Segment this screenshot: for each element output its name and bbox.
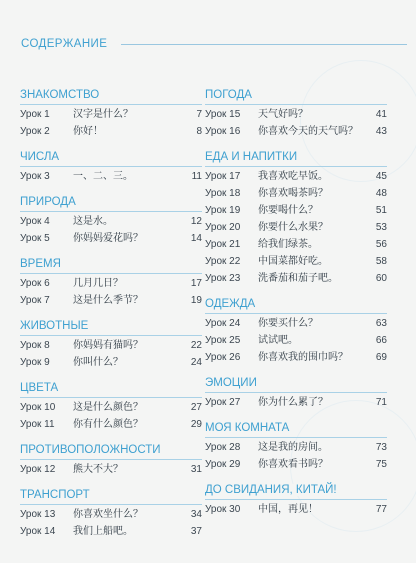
- toc-entry[interactable]: [205, 439, 387, 456]
- page-number: 11: [191, 171, 202, 182]
- page-number: 66: [375, 335, 387, 346]
- lesson-title: 你好！: [73, 126, 103, 137]
- page-number: 60: [375, 273, 387, 284]
- section-title: ТРАНСПОРТ: [20, 489, 94, 501]
- lesson-title: 我们上船吧。: [73, 526, 133, 537]
- section-title: ЭМОЦИИ: [205, 377, 261, 389]
- lesson-number: Урок 2: [20, 126, 50, 137]
- page-number: 73: [375, 442, 387, 453]
- lesson-title: 你要喝什么？: [258, 205, 318, 216]
- lesson-number: Урок 20: [205, 222, 241, 233]
- lesson-title: 几月几日？: [73, 278, 123, 289]
- toc-entry[interactable]: [205, 202, 387, 219]
- toc-section: [205, 89, 387, 140]
- toc-entry[interactable]: [205, 123, 387, 140]
- page-number: 58: [375, 256, 387, 267]
- toc-section: [20, 382, 202, 433]
- lesson-title: 这是我的房间。: [258, 442, 328, 453]
- section-divider: [20, 211, 202, 212]
- toc-entry[interactable]: [205, 253, 387, 270]
- section-heading: [20, 196, 202, 211]
- section-heading: [20, 489, 202, 504]
- section-title: ДО СВИДАНИЯ, КИТАЙ!: [205, 484, 341, 496]
- lesson-number: Урок 8: [20, 340, 50, 351]
- page-number: 75: [375, 459, 387, 470]
- lesson-number: Урок 16: [205, 126, 241, 137]
- toc-entry[interactable]: [20, 506, 202, 523]
- lesson-number: Урок 29: [205, 459, 241, 470]
- toc-entry[interactable]: [20, 123, 202, 140]
- toc-entry[interactable]: [205, 106, 387, 123]
- lesson-number: Урок 13: [20, 509, 56, 520]
- section-title: ПРИРОДА: [20, 196, 80, 208]
- lesson-number: Урок 28: [205, 442, 241, 453]
- toc-section: [205, 484, 387, 518]
- section-divider: [205, 166, 387, 167]
- section-divider: [20, 504, 202, 505]
- page-number: 19: [190, 295, 202, 306]
- toc-entry[interactable]: [20, 292, 202, 309]
- lesson-number: Урок 10: [20, 402, 56, 413]
- section-heading: [20, 89, 202, 104]
- lesson-number: Урок 24: [205, 318, 241, 329]
- toc-section: [20, 151, 202, 185]
- lesson-number: Урок 4: [20, 216, 50, 227]
- toc-entry[interactable]: [205, 349, 387, 366]
- lesson-number: Урок 26: [205, 352, 241, 363]
- toc-entry[interactable]: [20, 416, 202, 433]
- lesson-number: Урок 27: [205, 397, 241, 408]
- toc-entry[interactable]: [205, 185, 387, 202]
- page-number: 17: [190, 278, 202, 289]
- section-title: ЖИВОТНЫЕ: [20, 320, 92, 332]
- page-number: 69: [375, 352, 387, 363]
- toc-entry[interactable]: [20, 354, 202, 371]
- lesson-title: 这是什么季节？: [73, 295, 143, 306]
- toc-entry[interactable]: [205, 332, 387, 349]
- toc-entry[interactable]: [205, 270, 387, 287]
- section-divider: [205, 392, 387, 393]
- lesson-title: 给我们绿茶。: [258, 239, 318, 250]
- toc-section: [205, 422, 387, 473]
- lesson-number: Урок 3: [20, 171, 50, 182]
- section-heading: [20, 382, 202, 397]
- page-number: 22: [190, 340, 202, 351]
- section-divider: [20, 273, 202, 274]
- page-number: 41: [375, 109, 387, 120]
- toc-section: [20, 320, 202, 371]
- section-title: ЗНАКОМСТВО: [20, 89, 103, 101]
- toc-entry[interactable]: [20, 399, 202, 416]
- section-heading: [205, 484, 387, 499]
- section-divider: [205, 499, 387, 500]
- lesson-number: Урок 14: [20, 526, 56, 537]
- lesson-title: 熊大不大？: [73, 464, 123, 475]
- section-title: ЕДА И НАПИТКИ: [205, 151, 301, 163]
- page-number: 77: [375, 504, 387, 515]
- lesson-title: 我喜欢吃早饭。: [258, 171, 328, 182]
- toc-section: [205, 151, 387, 287]
- lesson-title: 你喜欢今天的天气吗？: [258, 126, 358, 137]
- page-number: 29: [190, 419, 202, 430]
- section-divider: [20, 166, 202, 167]
- toc-entry[interactable]: [205, 219, 387, 236]
- section-divider: [20, 104, 202, 105]
- toc-entry[interactable]: [20, 106, 202, 123]
- lesson-number: Урок 30: [205, 504, 241, 515]
- section-title: ЦВЕТА: [20, 382, 62, 394]
- toc-section: [20, 89, 202, 140]
- toc-section: [205, 377, 387, 411]
- title-divider: [121, 44, 407, 45]
- page-title: СОДЕРЖАНИЕ: [21, 38, 108, 50]
- toc-section: [20, 196, 202, 247]
- lesson-number: Урок 7: [20, 295, 50, 306]
- section-heading: [205, 422, 387, 437]
- section-divider: [205, 437, 387, 438]
- toc-entry[interactable]: [205, 456, 387, 473]
- section-heading: [20, 151, 202, 166]
- right-column: [205, 89, 387, 518]
- section-title: МОЯ КОМНАТА: [205, 422, 293, 434]
- section-title: ПРОТИВОПОЛОЖНОСТИ: [20, 444, 165, 456]
- toc-entry[interactable]: [20, 168, 202, 185]
- lesson-title: 这是水。: [73, 216, 113, 227]
- lesson-number: Урок 15: [205, 109, 241, 120]
- section-divider: [20, 335, 202, 336]
- left-column: [20, 89, 202, 540]
- lesson-title: 洗番茄和茄子吧。: [258, 273, 338, 284]
- toc-section: [205, 298, 387, 366]
- page-number: 7: [196, 109, 202, 120]
- toc-entry[interactable]: [20, 461, 202, 478]
- lesson-title: 你叫什么？: [73, 357, 123, 368]
- lesson-title: 试试吧。: [258, 335, 298, 346]
- lesson-number: Урок 21: [205, 239, 241, 250]
- lesson-title: 汉字是什么？: [73, 109, 133, 120]
- toc-entry[interactable]: [20, 523, 202, 540]
- section-title: ВРЕМЯ: [20, 258, 65, 270]
- page-number: 45: [375, 171, 387, 182]
- page-number: 56: [375, 239, 387, 250]
- lesson-title: 你有什么颜色？: [73, 419, 143, 430]
- toc-section: [20, 258, 202, 309]
- section-title: ПОГОДА: [205, 89, 256, 101]
- page-number: 27: [190, 402, 202, 413]
- lesson-title: 你要什么水果？: [258, 222, 328, 233]
- page-number: 14: [190, 233, 202, 244]
- toc-entry[interactable]: [205, 168, 387, 185]
- lesson-title: 中国，再见！: [258, 504, 318, 515]
- page-number: 34: [190, 509, 202, 520]
- page-number: 31: [190, 464, 202, 475]
- lesson-number: Урок 25: [205, 335, 241, 346]
- page-number: 12: [190, 216, 202, 227]
- toc-entry[interactable]: [20, 275, 202, 292]
- lesson-title: 你要买什么？: [258, 318, 318, 329]
- lesson-number: Урок 5: [20, 233, 50, 244]
- toc-entry[interactable]: [205, 394, 387, 411]
- toc-entry[interactable]: [205, 501, 387, 518]
- toc-section: [20, 489, 202, 540]
- lesson-title: 你妈妈有猫吗？: [73, 340, 143, 351]
- page-number: 43: [375, 126, 387, 137]
- section-title: ЧИСЛА: [20, 151, 63, 163]
- page-number: 48: [375, 188, 387, 199]
- lesson-title: 你喜欢坐什么？: [73, 509, 143, 520]
- lesson-title: 这是什么颜色？: [73, 402, 143, 413]
- lesson-number: Урок 6: [20, 278, 50, 289]
- page-number: 8: [196, 126, 202, 137]
- toc-entry[interactable]: [20, 213, 202, 230]
- page-number: 53: [375, 222, 387, 233]
- lesson-number: Урок 9: [20, 357, 50, 368]
- toc-entry[interactable]: [205, 236, 387, 253]
- lesson-number: Урок 18: [205, 188, 241, 199]
- section-heading: [20, 258, 202, 273]
- lesson-title: 一、二、三。: [73, 171, 133, 182]
- section-divider: [205, 313, 387, 314]
- section-heading: [20, 320, 202, 335]
- section-title: ОДЕЖДА: [205, 298, 259, 310]
- toc-entry[interactable]: [20, 337, 202, 354]
- section-heading: [20, 444, 202, 459]
- page-number: 51: [375, 205, 387, 216]
- page-number: 63: [375, 318, 387, 329]
- lesson-title: 你喜欢看书吗？: [258, 459, 328, 470]
- page-number: 71: [375, 397, 387, 408]
- lesson-title: 你喜欢喝茶吗？: [258, 188, 328, 199]
- section-divider: [205, 104, 387, 105]
- page-number: 24: [190, 357, 202, 368]
- toc-entry[interactable]: [205, 315, 387, 332]
- page-number: 37: [190, 526, 202, 537]
- section-heading: [205, 89, 387, 104]
- section-heading: [205, 298, 387, 313]
- lesson-title: 天气好吗？: [258, 109, 308, 120]
- lesson-title: 你妈妈爱花吗？: [73, 233, 143, 244]
- lesson-title: 中国菜都好吃。: [258, 256, 328, 267]
- lesson-number: Урок 23: [205, 273, 241, 284]
- section-heading: [205, 151, 387, 166]
- lesson-number: Урок 1: [20, 109, 50, 120]
- lesson-title: 你为什么累了？: [258, 397, 328, 408]
- lesson-number: Урок 19: [205, 205, 241, 216]
- lesson-number: Урок 12: [20, 464, 56, 475]
- section-heading: [205, 377, 387, 392]
- toc-entry[interactable]: [20, 230, 202, 247]
- lesson-number: Урок 17: [205, 171, 241, 182]
- lesson-number: Урок 22: [205, 256, 241, 267]
- section-divider: [20, 397, 202, 398]
- lesson-number: Урок 11: [20, 419, 55, 430]
- toc-section: [20, 444, 202, 478]
- lesson-title: 你喜欢我的围巾吗？: [258, 352, 348, 363]
- section-divider: [20, 459, 202, 460]
